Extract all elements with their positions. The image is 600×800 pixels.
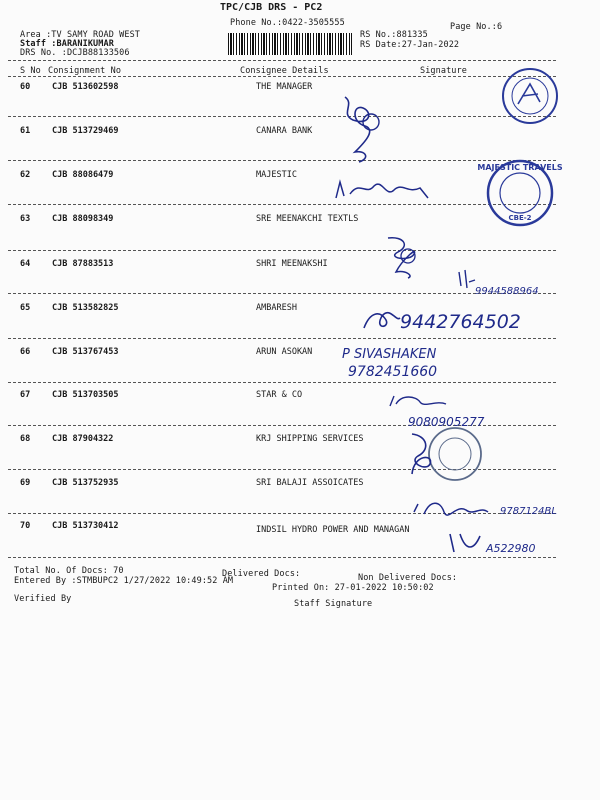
row-consignment: CJB 513767453 bbox=[52, 347, 119, 357]
row67-phone: 9080905277 bbox=[408, 415, 485, 429]
row-consignment: CJB 513582825 bbox=[52, 303, 119, 313]
barcode bbox=[228, 33, 352, 55]
row-consignee: STAR & CO bbox=[256, 390, 303, 400]
row-divider bbox=[8, 338, 556, 339]
total-docs: Total No. Of Docs: 70 bbox=[14, 566, 124, 576]
row-sno: 63 bbox=[20, 214, 31, 224]
row-consignee: SRI BALAJI ASSOICATES bbox=[256, 478, 364, 488]
row-consignee: THE MANAGER bbox=[256, 82, 313, 92]
row-consignment: CJB 513752935 bbox=[52, 478, 119, 488]
row-divider bbox=[8, 116, 556, 117]
row-consignment: CJB 513602598 bbox=[52, 82, 119, 92]
row-sno: 60 bbox=[20, 82, 31, 92]
row-consignee: INDSIL HYDRO POWER AND MANAGAN bbox=[256, 525, 410, 535]
row64-handwriting bbox=[455, 262, 565, 302]
stamp-bottom-text: CBE-2 bbox=[508, 214, 532, 222]
row-consignment: CJB 513729469 bbox=[52, 126, 119, 136]
row-consignment: CJB 513730412 bbox=[52, 521, 119, 531]
row-sno: 67 bbox=[20, 390, 31, 400]
rs-number: RS No.:881335 bbox=[360, 30, 428, 40]
row-divider bbox=[8, 204, 556, 205]
delivered-docs: Delivered Docs: bbox=[222, 569, 301, 579]
row-sno: 62 bbox=[20, 170, 31, 180]
row60-stamp bbox=[500, 66, 560, 126]
row-sno: 69 bbox=[20, 478, 31, 488]
row-consignee: ARUN ASOKAN bbox=[256, 347, 313, 357]
header-divider-bottom bbox=[8, 76, 556, 77]
header-divider bbox=[8, 60, 556, 61]
col-sno: S No bbox=[20, 66, 41, 76]
staff-signature: Staff Signature bbox=[294, 599, 373, 609]
row70-handwriting bbox=[410, 494, 600, 564]
verified-by: Verified By bbox=[14, 594, 72, 604]
row-consignment: CJB 88098349 bbox=[52, 214, 114, 224]
row-sno: 68 bbox=[20, 434, 31, 444]
row70-phone-b: A522980 bbox=[486, 542, 536, 555]
row-sno: 64 bbox=[20, 259, 31, 269]
row62-stamp bbox=[477, 158, 563, 228]
row66-phone: 9782451660 bbox=[348, 364, 438, 380]
non-delivered-docs: Non Delivered Docs: bbox=[358, 573, 458, 583]
row-sno: 61 bbox=[20, 126, 31, 136]
row61-signature bbox=[335, 92, 395, 164]
row-consignee: CANARA BANK bbox=[256, 126, 313, 136]
row-consignment: CJB 87904322 bbox=[52, 434, 114, 444]
row70-phone-a: 9787124BL bbox=[500, 506, 557, 517]
rs-date: RS Date:27-Jan-2022 bbox=[360, 40, 460, 50]
phone-number: Phone No.:0422-3505555 bbox=[230, 18, 345, 28]
row-consignment: CJB 87883513 bbox=[52, 259, 114, 269]
row-consignee: SRE MEENAKCHI TEXTLS bbox=[256, 214, 359, 224]
row-consignment: CJB 513703505 bbox=[52, 390, 119, 400]
row-sno: 65 bbox=[20, 303, 31, 313]
row62-signature bbox=[330, 176, 440, 206]
page-title: TPC/CJB DRS - PC2 bbox=[220, 2, 323, 13]
row-divider bbox=[8, 250, 556, 251]
printed-on: Printed On: 27-01-2022 10:50:02 bbox=[272, 583, 434, 593]
row65-handwriting bbox=[360, 300, 580, 336]
row-consignee: AMBARESH bbox=[256, 303, 297, 313]
row-consignee: MAJESTIC bbox=[256, 170, 297, 180]
row-consignee: KRJ SHIPPING SERVICES bbox=[256, 434, 364, 444]
staff-label: Staff :BARANIKUMAR bbox=[20, 39, 114, 49]
row-divider bbox=[8, 160, 556, 161]
entered-by: Entered By :STMBUPC2 1/27/2022 10:49:52 AM bbox=[14, 576, 234, 586]
col-consignee: Consignee Details bbox=[240, 66, 329, 76]
row66-name: P SIVASHAKEN bbox=[342, 347, 437, 362]
page-number: Page No.:6 bbox=[450, 22, 503, 32]
row64-signature bbox=[380, 232, 430, 280]
stamp-text: MAJESTIC TRAVELS bbox=[477, 163, 563, 172]
row64-phone: 9944588964 bbox=[475, 286, 539, 297]
row-sno: 66 bbox=[20, 347, 31, 357]
row-sno: 70 bbox=[20, 521, 31, 531]
row65-phone: 9442764502 bbox=[400, 311, 521, 333]
col-consignment: Consignment No bbox=[48, 66, 122, 76]
row-consignee: SHRI MEENAKSHI bbox=[256, 259, 328, 269]
row68-stamp bbox=[400, 424, 490, 486]
col-signature: Signature bbox=[420, 66, 467, 76]
area-label: Area :TV SAMY ROAD WEST bbox=[20, 30, 141, 40]
row66-handwriting bbox=[340, 342, 530, 382]
row-divider bbox=[8, 382, 556, 383]
row-consignment: CJB 88086479 bbox=[52, 170, 114, 180]
drs-number: DRS No. :DCJB88133506 bbox=[20, 48, 130, 58]
